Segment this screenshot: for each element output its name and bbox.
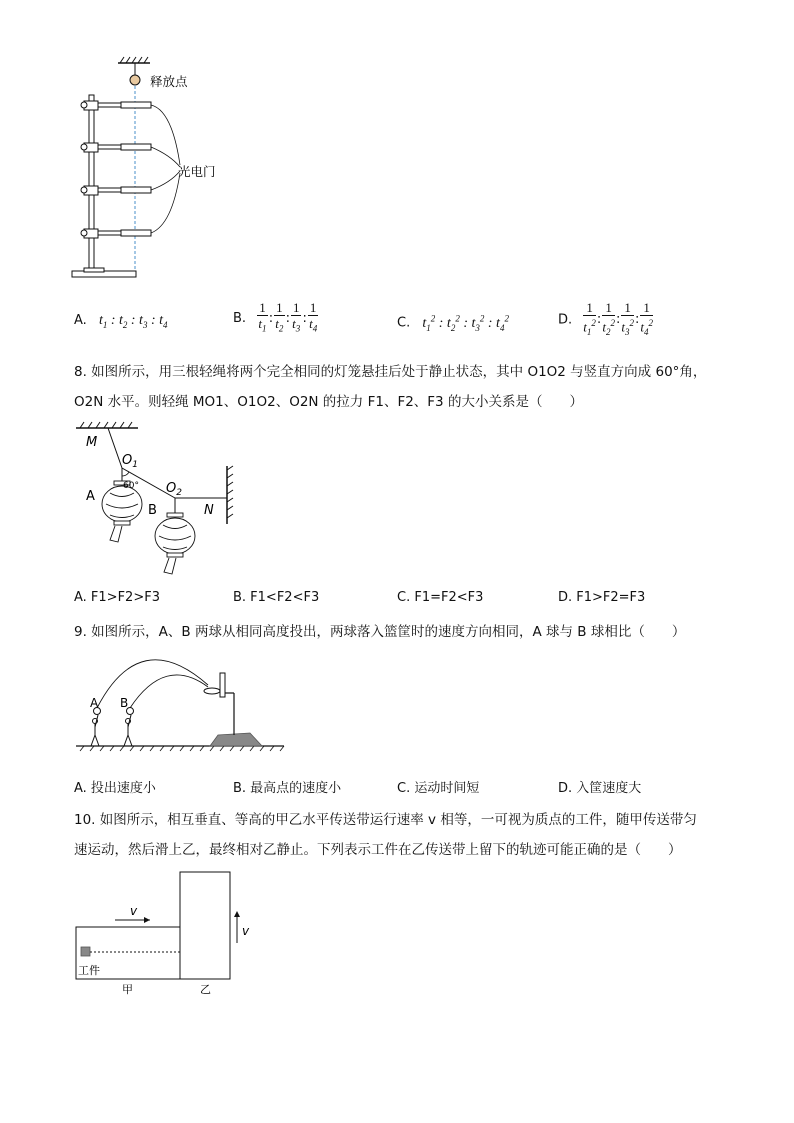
- workpiece: [81, 947, 90, 956]
- q7-option-d: D. $\frac{1}{t_1^2}$ : $\frac{1}{t_2^2}$ : $\frac{1}{t_3^2}$ : $\frac{1}{t_4^2}$: [558, 300, 653, 337]
- label-o1: $O_1$: [122, 453, 138, 470]
- label-v-jia: v: [130, 904, 138, 918]
- figure-q7-photogates: [60, 55, 260, 285]
- q8-option-b: B. F1<F2<F3: [233, 590, 320, 605]
- q8-option-d: D. F1>F2=F3: [558, 590, 646, 605]
- q7-option-c: C. $t_1^2$ : $t_2^2$ : $t_3^2$ : $t_4^2$: [397, 313, 509, 333]
- label-m: M: [86, 435, 98, 450]
- label-a: A: [86, 489, 95, 504]
- label-yi: 乙: [200, 983, 211, 996]
- q8-stem-line1: 8. 如图所示，用三根轻绳将两个完全相同的灯笼悬挂后处于静止状态，其中 O1O2 与竖直方向成 60°角，: [74, 364, 707, 380]
- q7-option-b: B. $\frac{1}{t_1}$ : $\frac{1}{t_2}$ : $\frac{1}{t_3}$ : $\frac{1}{t_4}$: [233, 300, 318, 334]
- release-label: 释放点: [150, 74, 188, 89]
- q9-stem: 9. 如图所示，A、B 两球从相同高度投出，两球落入篮筐时的速度方向相同，A 球与 B 球相比（ ）: [74, 624, 686, 640]
- label-workpiece: 工件: [78, 964, 100, 977]
- q9-option-c: C. 运动时间短: [397, 781, 480, 796]
- label-o2: $O_2$: [166, 481, 182, 498]
- q8-option-c: C. F1=F2<F3: [397, 590, 484, 605]
- q9-option-a: A. 投出速度小: [74, 781, 156, 796]
- figure-q10-conveyors: [70, 865, 270, 1000]
- figure-q8-lanterns: [70, 420, 250, 580]
- gate-label: 光电门: [178, 164, 216, 179]
- label-n: N: [204, 503, 214, 518]
- label-v-yi: v: [242, 924, 250, 938]
- label-angle: 60°: [123, 481, 139, 491]
- q9-option-b: B. 最高点的速度小: [233, 781, 342, 796]
- label-ball-a: A: [90, 696, 99, 710]
- q9-option-d: D. 入筐速度大: [558, 781, 642, 796]
- figure-q9-basketball: [70, 645, 290, 760]
- ball: [130, 75, 140, 85]
- label-jia: 甲: [122, 983, 133, 996]
- label-b: B: [148, 503, 157, 518]
- q10-stem-line1: 10. 如图所示，相互垂直、等高的甲乙水平传送带运行速率 v 相等，一可视为质点的工件，随甲传送带匀: [74, 812, 697, 828]
- q8-option-a: A. F1>F2>F3: [74, 590, 160, 605]
- q8-stem-line2: O2N 水平。则轻绳 MO1、O1O2、O2N 的拉力 F1、F2、F3 的大小关系是（ ）: [74, 394, 583, 410]
- q7-option-a: A. $t_1$ : $t_2$ : $t_3$ : $t_4$: [74, 313, 168, 330]
- q10-stem-line2: 速运动，然后滑上乙，最终相对乙静止。下列表示工件在乙传送带上留下的轨迹可能正确的是（ ）: [74, 842, 682, 858]
- label-ball-b: B: [120, 696, 129, 710]
